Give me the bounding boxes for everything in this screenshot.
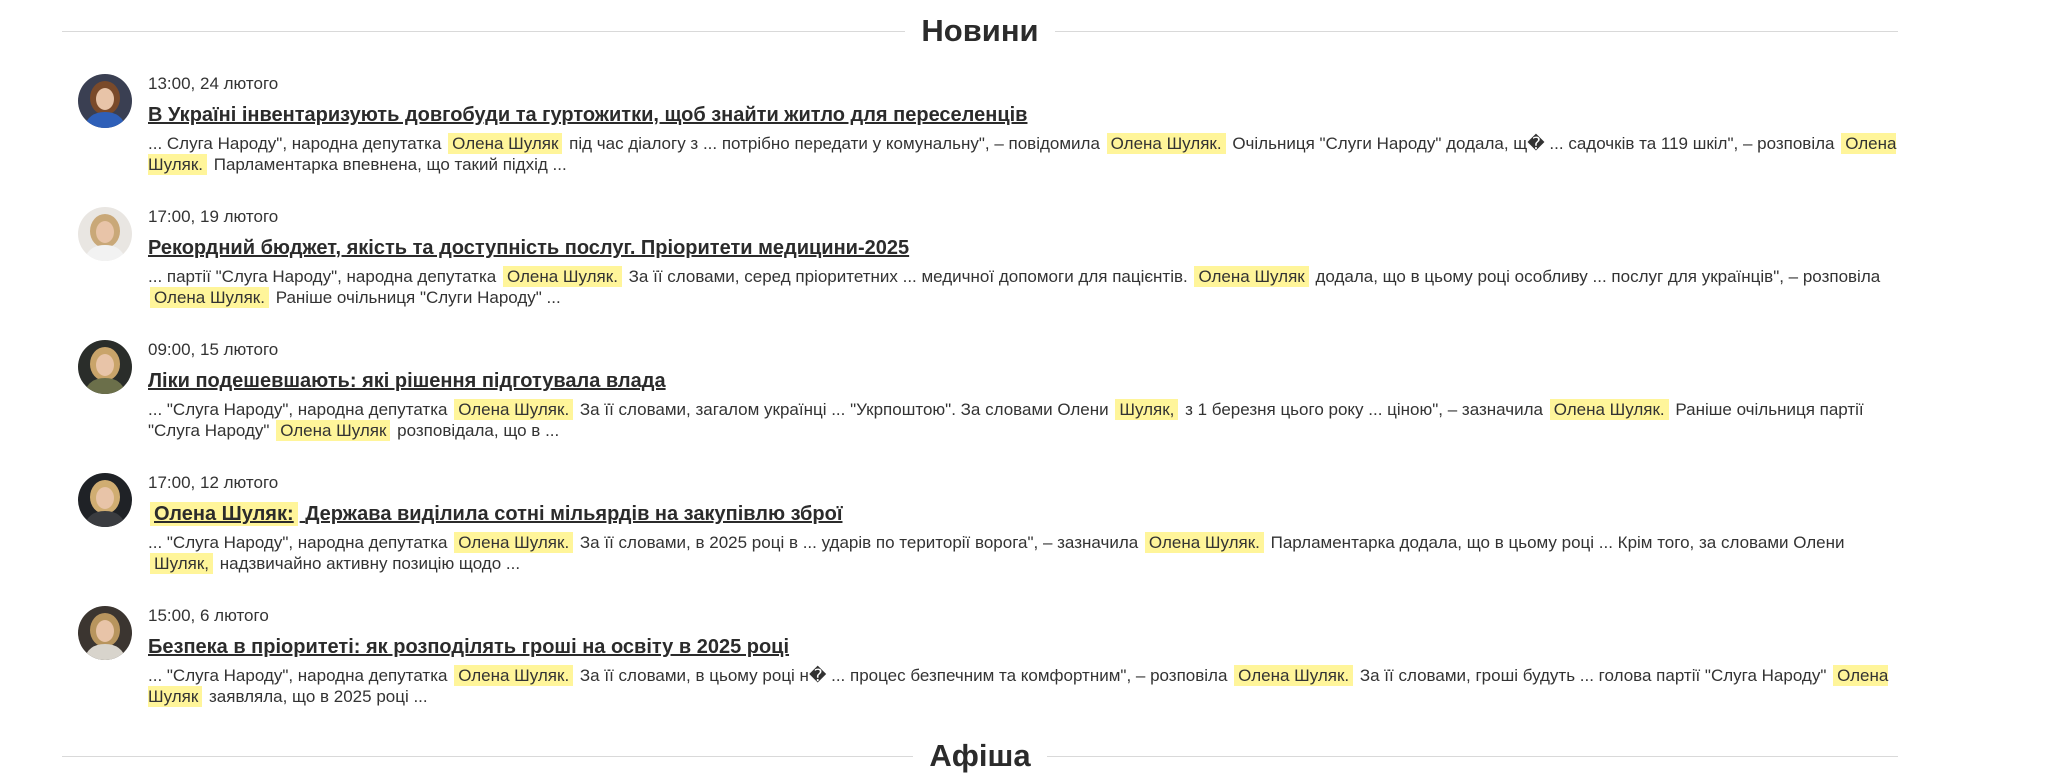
snippet-text: Парламентарка додала, що в цьому році ... Крім того, за словами Олени xyxy=(1265,533,1845,552)
snippet-highlight: Олена Шуляк. xyxy=(1550,399,1669,420)
snippet-text: Парламентарка впевнена, що такий підхід ... xyxy=(209,155,567,174)
news-snippet xyxy=(148,266,1898,308)
snippet-text: розповідала, що в ... xyxy=(392,421,560,440)
news-snippet xyxy=(148,532,1898,574)
snippet-text: ... "Слуга Народу", народна депутатка xyxy=(148,666,453,685)
snippet-highlight: Олена Шуляк. xyxy=(454,665,573,686)
news-snippet xyxy=(148,133,1898,175)
snippet-highlight: Олена Шуляк. xyxy=(148,134,1897,174)
snippet-text: За її словами, в 2025 році в ... ударів по території ворога", – зазначила xyxy=(575,533,1143,552)
snippet-text: За її словами, серед пріоритетних ... медичної допомоги для пацієнтів. xyxy=(623,267,1193,286)
snippet-text: під час діалогу з ... потрібно передати у комунальну", – повідомила xyxy=(564,134,1105,153)
snippet-highlight: Олена Шуляк xyxy=(448,133,562,154)
headline-text: В Україні інвентаризують довгобуди та гуртожитки, щоб знайти житло для переселенців xyxy=(148,104,1028,126)
headline-text: Держава виділила сотні мільярдів на закупівлю зброї xyxy=(305,503,843,525)
news-item xyxy=(78,332,1898,465)
snippet-highlight: Шуляк, xyxy=(1115,399,1178,420)
snippet-text: ... "Слуга Народу", народна депутатка xyxy=(148,400,453,419)
snippet-highlight: Олена Шуляк xyxy=(276,420,390,441)
news-headline-link[interactable] xyxy=(148,367,1898,395)
headline-text: Безпека в пріоритеті: як розподілять гроші на освіту в 2025 році xyxy=(148,636,790,658)
news-headline-link[interactable] xyxy=(148,500,1898,528)
news-snippet xyxy=(148,399,1898,441)
news-time: 09:00, 15 лютого xyxy=(148,340,279,359)
snippet-text: За її словами, в цьому році н� ... процес безпечним та комфортним", – розповіла xyxy=(575,666,1233,685)
snippet-text: Раніше очільниця партії "Слуга Народу" xyxy=(148,400,1864,440)
snippet-highlight: Олена Шуляк. xyxy=(1234,665,1353,686)
news-section-title: Новини xyxy=(905,13,1054,49)
news-time: 17:00, 12 лютого xyxy=(148,473,279,492)
snippet-text: заявляла, що в 2025 році ... xyxy=(204,687,428,706)
snippet-highlight: Шуляк, xyxy=(150,553,213,574)
news-headline-link[interactable] xyxy=(148,101,1898,129)
snippet-text: Очільниця "Слуги Народу" додала, щ� ... садочків та 119 шкіл", – розповіла xyxy=(1227,134,1840,153)
snippet-highlight: Олена Шуляк. xyxy=(503,266,622,287)
author-avatar[interactable] xyxy=(78,74,132,128)
snippet-text: За її словами, гроші будуть ... голова партії "Слуга Народу" xyxy=(1355,666,1832,685)
snippet-text: ... Слуга Народу", народна депутатка xyxy=(148,134,447,153)
news-item xyxy=(78,465,1898,598)
snippet-highlight: Олена Шуляк. xyxy=(150,287,269,308)
snippet-text: надзвичайно активну позицію щодо ... xyxy=(215,554,521,573)
snippet-highlight: Олена Шуляк. xyxy=(1145,532,1264,553)
snippet-text: ... партії "Слуга Народу", народна депутатка xyxy=(148,267,501,286)
afisha-section-header xyxy=(62,736,1898,776)
news-time: 17:00, 19 лютого xyxy=(148,207,279,226)
news-headline-link[interactable] xyxy=(148,633,1898,661)
author-avatar[interactable] xyxy=(78,340,132,394)
snippet-text: За її словами, загалом українці ... "Укрпоштою". За словами Олени xyxy=(575,400,1114,419)
news-item xyxy=(78,598,1898,731)
news-time: 15:00, 6 лютого xyxy=(148,606,269,625)
news-item xyxy=(78,66,1898,199)
headline-text: Ліки подешевшають: які рішення підготувала влада xyxy=(148,370,666,392)
snippet-text: Раніше очільниця "Слуги Народу" ... xyxy=(270,288,561,307)
news-item xyxy=(78,199,1898,332)
headline-highlight: Олена Шуляк: xyxy=(150,502,298,526)
author-avatar[interactable] xyxy=(78,606,132,660)
snippet-text: додала, що в цьому році особливу ... послуг для українців", – розповіла xyxy=(1310,267,1881,286)
author-avatar[interactable] xyxy=(78,473,132,527)
snippet-highlight: Олена Шуляк. xyxy=(454,399,573,420)
snippet-highlight: Олена Шуляк. xyxy=(1107,133,1226,154)
news-list xyxy=(78,66,1898,731)
snippet-highlight: Олена Шуляк xyxy=(148,666,1889,706)
author-avatar[interactable] xyxy=(78,207,132,261)
snippet-highlight: Олена Шуляк. xyxy=(454,532,573,553)
snippet-highlight: Олена Шуляк xyxy=(1194,266,1308,287)
afisha-section-title: Афіша xyxy=(913,738,1046,774)
news-headline-link[interactable] xyxy=(148,234,1898,262)
news-snippet xyxy=(148,665,1898,707)
headline-text: Рекордний бюджет, якість та доступність послуг. Пріоритети медицини-2025 xyxy=(148,237,910,259)
news-time: 13:00, 24 лютого xyxy=(148,74,279,93)
snippet-text: ... "Слуга Народу", народна депутатка xyxy=(148,533,453,552)
news-section-header xyxy=(62,11,1898,51)
snippet-text: з 1 березня цього року ... ціною", – зазначила xyxy=(1180,400,1548,419)
